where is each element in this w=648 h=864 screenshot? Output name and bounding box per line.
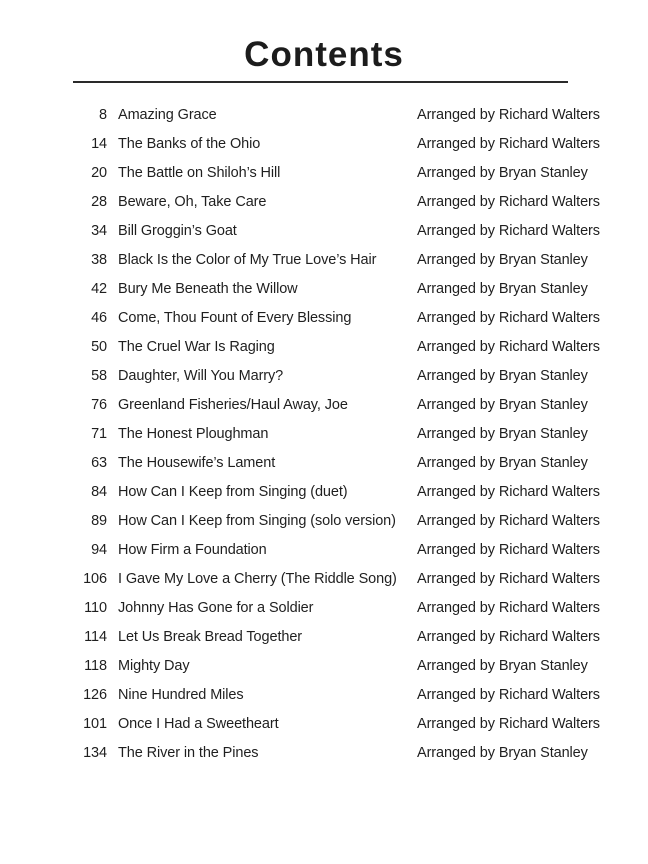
toc-row bbox=[73, 739, 638, 768]
toc-row bbox=[73, 304, 638, 333]
toc-song-title: Daughter, Will You Marry? bbox=[118, 367, 284, 384]
toc-page-number: 58 bbox=[91, 367, 107, 384]
toc-page-number: 94 bbox=[91, 541, 107, 558]
toc-song-title: Nine Hundred Miles bbox=[118, 686, 244, 703]
toc-page-number: 20 bbox=[91, 164, 107, 181]
toc-arranger: Arranged by Richard Walters bbox=[417, 541, 600, 558]
toc-arranger: Arranged by Bryan Stanley bbox=[417, 367, 588, 384]
toc-page-number: 28 bbox=[91, 193, 107, 210]
toc-row bbox=[73, 420, 638, 449]
toc-arranger: Arranged by Bryan Stanley bbox=[417, 744, 588, 761]
toc-page-number: 42 bbox=[91, 280, 107, 297]
toc-page-number: 50 bbox=[91, 338, 107, 355]
toc-arranger: Arranged by Richard Walters bbox=[417, 715, 600, 732]
toc-arranger: Arranged by Bryan Stanley bbox=[417, 280, 588, 297]
toc-song-title: Let Us Break Bread Together bbox=[118, 628, 303, 645]
toc-row bbox=[73, 188, 638, 217]
toc-page-number: 14 bbox=[91, 135, 107, 152]
toc-song-title: Come, Thou Fount of Every Blessing bbox=[118, 309, 352, 326]
toc-arranger: Arranged by Richard Walters bbox=[417, 483, 600, 500]
toc-page-number: 101 bbox=[83, 715, 107, 732]
toc-row bbox=[73, 652, 638, 681]
toc-row bbox=[73, 101, 638, 130]
toc-song-title: How Firm a Foundation bbox=[118, 541, 267, 558]
toc-row bbox=[73, 594, 638, 623]
toc-arranger: Arranged by Richard Walters bbox=[417, 193, 600, 210]
toc-row bbox=[73, 507, 638, 536]
toc-song-title: Beware, Oh, Take Care bbox=[118, 193, 267, 210]
toc-row bbox=[73, 391, 638, 420]
toc-song-title: I Gave My Love a Cherry (The Riddle Song) bbox=[118, 570, 397, 587]
toc-page-number: 89 bbox=[91, 512, 107, 529]
toc-page-number: 114 bbox=[84, 628, 107, 645]
toc-page-number: 134 bbox=[83, 744, 107, 761]
toc-page-number: 71 bbox=[91, 425, 107, 442]
toc-page-number: 63 bbox=[91, 454, 107, 471]
toc-song-title: Once I Had a Sweetheart bbox=[118, 715, 279, 732]
toc-arranger: Arranged by Richard Walters bbox=[417, 512, 600, 529]
toc-song-title: Amazing Grace bbox=[118, 106, 217, 123]
toc-arranger: Arranged by Richard Walters bbox=[417, 570, 600, 587]
toc-arranger: Arranged by Richard Walters bbox=[417, 106, 600, 123]
toc-page-number: 46 bbox=[91, 309, 107, 326]
title-rule bbox=[73, 81, 568, 83]
toc-page-number: 8 bbox=[99, 106, 107, 123]
toc-row bbox=[73, 565, 638, 594]
toc-arranger: Arranged by Richard Walters bbox=[417, 309, 600, 326]
toc-song-title: Bury Me Beneath the Willow bbox=[118, 280, 298, 297]
toc-arranger: Arranged by Richard Walters bbox=[417, 222, 600, 239]
toc-song-title: Johnny Has Gone for a Soldier bbox=[118, 599, 314, 616]
toc-row bbox=[73, 246, 638, 275]
toc-page-number: 34 bbox=[91, 222, 107, 239]
toc-arranger: Arranged by Richard Walters bbox=[417, 628, 600, 645]
toc-row bbox=[73, 362, 638, 391]
toc-song-title: The Housewife’s Lament bbox=[118, 454, 276, 471]
toc-song-title: The Honest Ploughman bbox=[118, 425, 269, 442]
toc-arranger: Arranged by Richard Walters bbox=[417, 135, 600, 152]
toc-page-number: 84 bbox=[91, 483, 107, 500]
toc-song-title: Bill Groggin’s Goat bbox=[118, 222, 237, 239]
toc-row bbox=[73, 130, 638, 159]
toc-arranger: Arranged by Bryan Stanley bbox=[417, 396, 588, 413]
toc-row bbox=[73, 681, 638, 710]
toc-page-number: 118 bbox=[84, 657, 107, 674]
toc-arranger: Arranged by Bryan Stanley bbox=[417, 454, 588, 471]
page-header bbox=[0, 0, 648, 83]
toc-arranger: Arranged by Bryan Stanley bbox=[417, 251, 588, 268]
toc-row bbox=[73, 449, 638, 478]
toc-page-number: 76 bbox=[91, 396, 107, 413]
toc-row bbox=[73, 478, 638, 507]
toc-row bbox=[73, 159, 638, 188]
toc-arranger: Arranged by Richard Walters bbox=[417, 599, 600, 616]
toc-list bbox=[0, 101, 648, 768]
toc-row bbox=[73, 275, 638, 304]
toc-song-title: The River in the Pines bbox=[118, 744, 259, 761]
toc-row bbox=[73, 536, 638, 565]
page-title: Contents bbox=[244, 35, 404, 74]
toc-song-title: The Cruel War Is Raging bbox=[118, 338, 275, 355]
toc-song-title: The Banks of the Ohio bbox=[118, 135, 261, 152]
toc-song-title: Black Is the Color of My True Love’s Hair bbox=[118, 251, 377, 268]
toc-page-number: 38 bbox=[91, 251, 107, 268]
toc-song-title: The Battle on Shiloh’s Hill bbox=[118, 164, 281, 181]
toc-row bbox=[73, 333, 638, 362]
toc-page-number: 126 bbox=[83, 686, 107, 703]
toc-song-title: How Can I Keep from Singing (duet) bbox=[118, 483, 348, 500]
toc-song-title: Mighty Day bbox=[118, 657, 190, 674]
toc-arranger: Arranged by Bryan Stanley bbox=[417, 425, 588, 442]
toc-song-title: Greenland Fisheries/Haul Away, Joe bbox=[118, 396, 348, 413]
toc-arranger: Arranged by Richard Walters bbox=[417, 686, 600, 703]
toc-arranger: Arranged by Bryan Stanley bbox=[417, 164, 588, 181]
toc-row bbox=[73, 217, 638, 246]
toc-page-number: 106 bbox=[83, 570, 107, 587]
toc-arranger: Arranged by Bryan Stanley bbox=[417, 657, 588, 674]
toc-page-number: 110 bbox=[84, 599, 107, 616]
toc-row bbox=[73, 710, 638, 739]
toc-arranger: Arranged by Richard Walters bbox=[417, 338, 600, 355]
toc-row bbox=[73, 623, 638, 652]
toc-song-title: How Can I Keep from Singing (solo version) bbox=[118, 512, 396, 529]
